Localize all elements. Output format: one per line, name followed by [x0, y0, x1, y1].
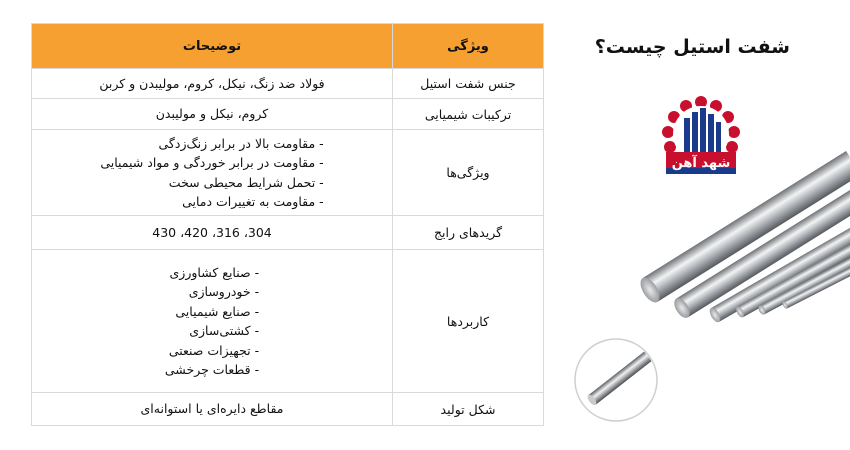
description-line: - صنایع شیمیایی: [175, 303, 260, 319]
table-row: [32, 393, 544, 426]
description-line: - تجهیزات صنعتی: [168, 342, 260, 358]
feature-cell: شکل تولید: [393, 393, 544, 426]
description-cell: [32, 69, 393, 99]
table-row: [32, 216, 544, 250]
description-lines: [165, 263, 259, 380]
steel-shaft-table: [31, 23, 544, 426]
description-line: مقاطع دایره‌ای یا استوانه‌ای: [140, 401, 284, 417]
table-row: [32, 99, 544, 130]
description-line: - کشتی‌سازی: [189, 323, 260, 338]
feature-cell: ترکیبات شیمیایی: [393, 99, 544, 130]
description-line: فولاد ضد زنگ، نیکل، کروم، مولیبدن و کربن: [99, 75, 325, 91]
description-line: - صنایع کشاورزی: [169, 264, 260, 280]
feature-cell: ویژگی‌ها: [393, 130, 544, 216]
description-line: 304، 316، 420، 430: [152, 224, 272, 240]
description-lines: [152, 223, 271, 243]
feature-cell: کاربردها: [393, 250, 544, 393]
steel-rods-image: [620, 150, 850, 330]
description-lines: [99, 74, 324, 94]
table-row: [32, 130, 544, 216]
description-cell: [32, 250, 393, 393]
feature-cell: گریدهای رایج: [393, 216, 544, 250]
description-lines: [100, 134, 323, 212]
feature-cell: جنس شفت استیل: [393, 69, 544, 99]
header-description: توضیحات: [32, 24, 393, 69]
description-line: - تحمل شرایط محیطی سخت: [168, 174, 324, 190]
description-line: کروم، نیکل و مولیبدن: [155, 106, 269, 122]
description-cell: [32, 99, 393, 130]
description-lines: [141, 399, 284, 419]
table-header-row: [32, 24, 544, 69]
page-title: شفت استیل چیست؟: [594, 36, 790, 58]
description-lines: [156, 104, 268, 124]
description-line: - مقاومت بالا در برابر زنگ‌زدگی: [158, 135, 324, 151]
logo-text: شهد آهن: [671, 156, 731, 171]
description-cell: [32, 130, 393, 216]
description-line: - قطعات چرخشی: [164, 362, 260, 377]
table-row: [32, 69, 544, 99]
rod-closeup-image: [574, 338, 658, 422]
description-cell: [32, 393, 393, 426]
description-line: - خودروسازی: [188, 284, 260, 299]
table-row: [32, 250, 544, 393]
description-cell: [32, 216, 393, 250]
description-line: - مقاومت به تغییرات دمایی: [182, 194, 324, 209]
description-line: - مقاومت در برابر خوردگی و مواد شیمیایی: [100, 155, 324, 170]
header-feature: ویژگی: [393, 24, 544, 69]
